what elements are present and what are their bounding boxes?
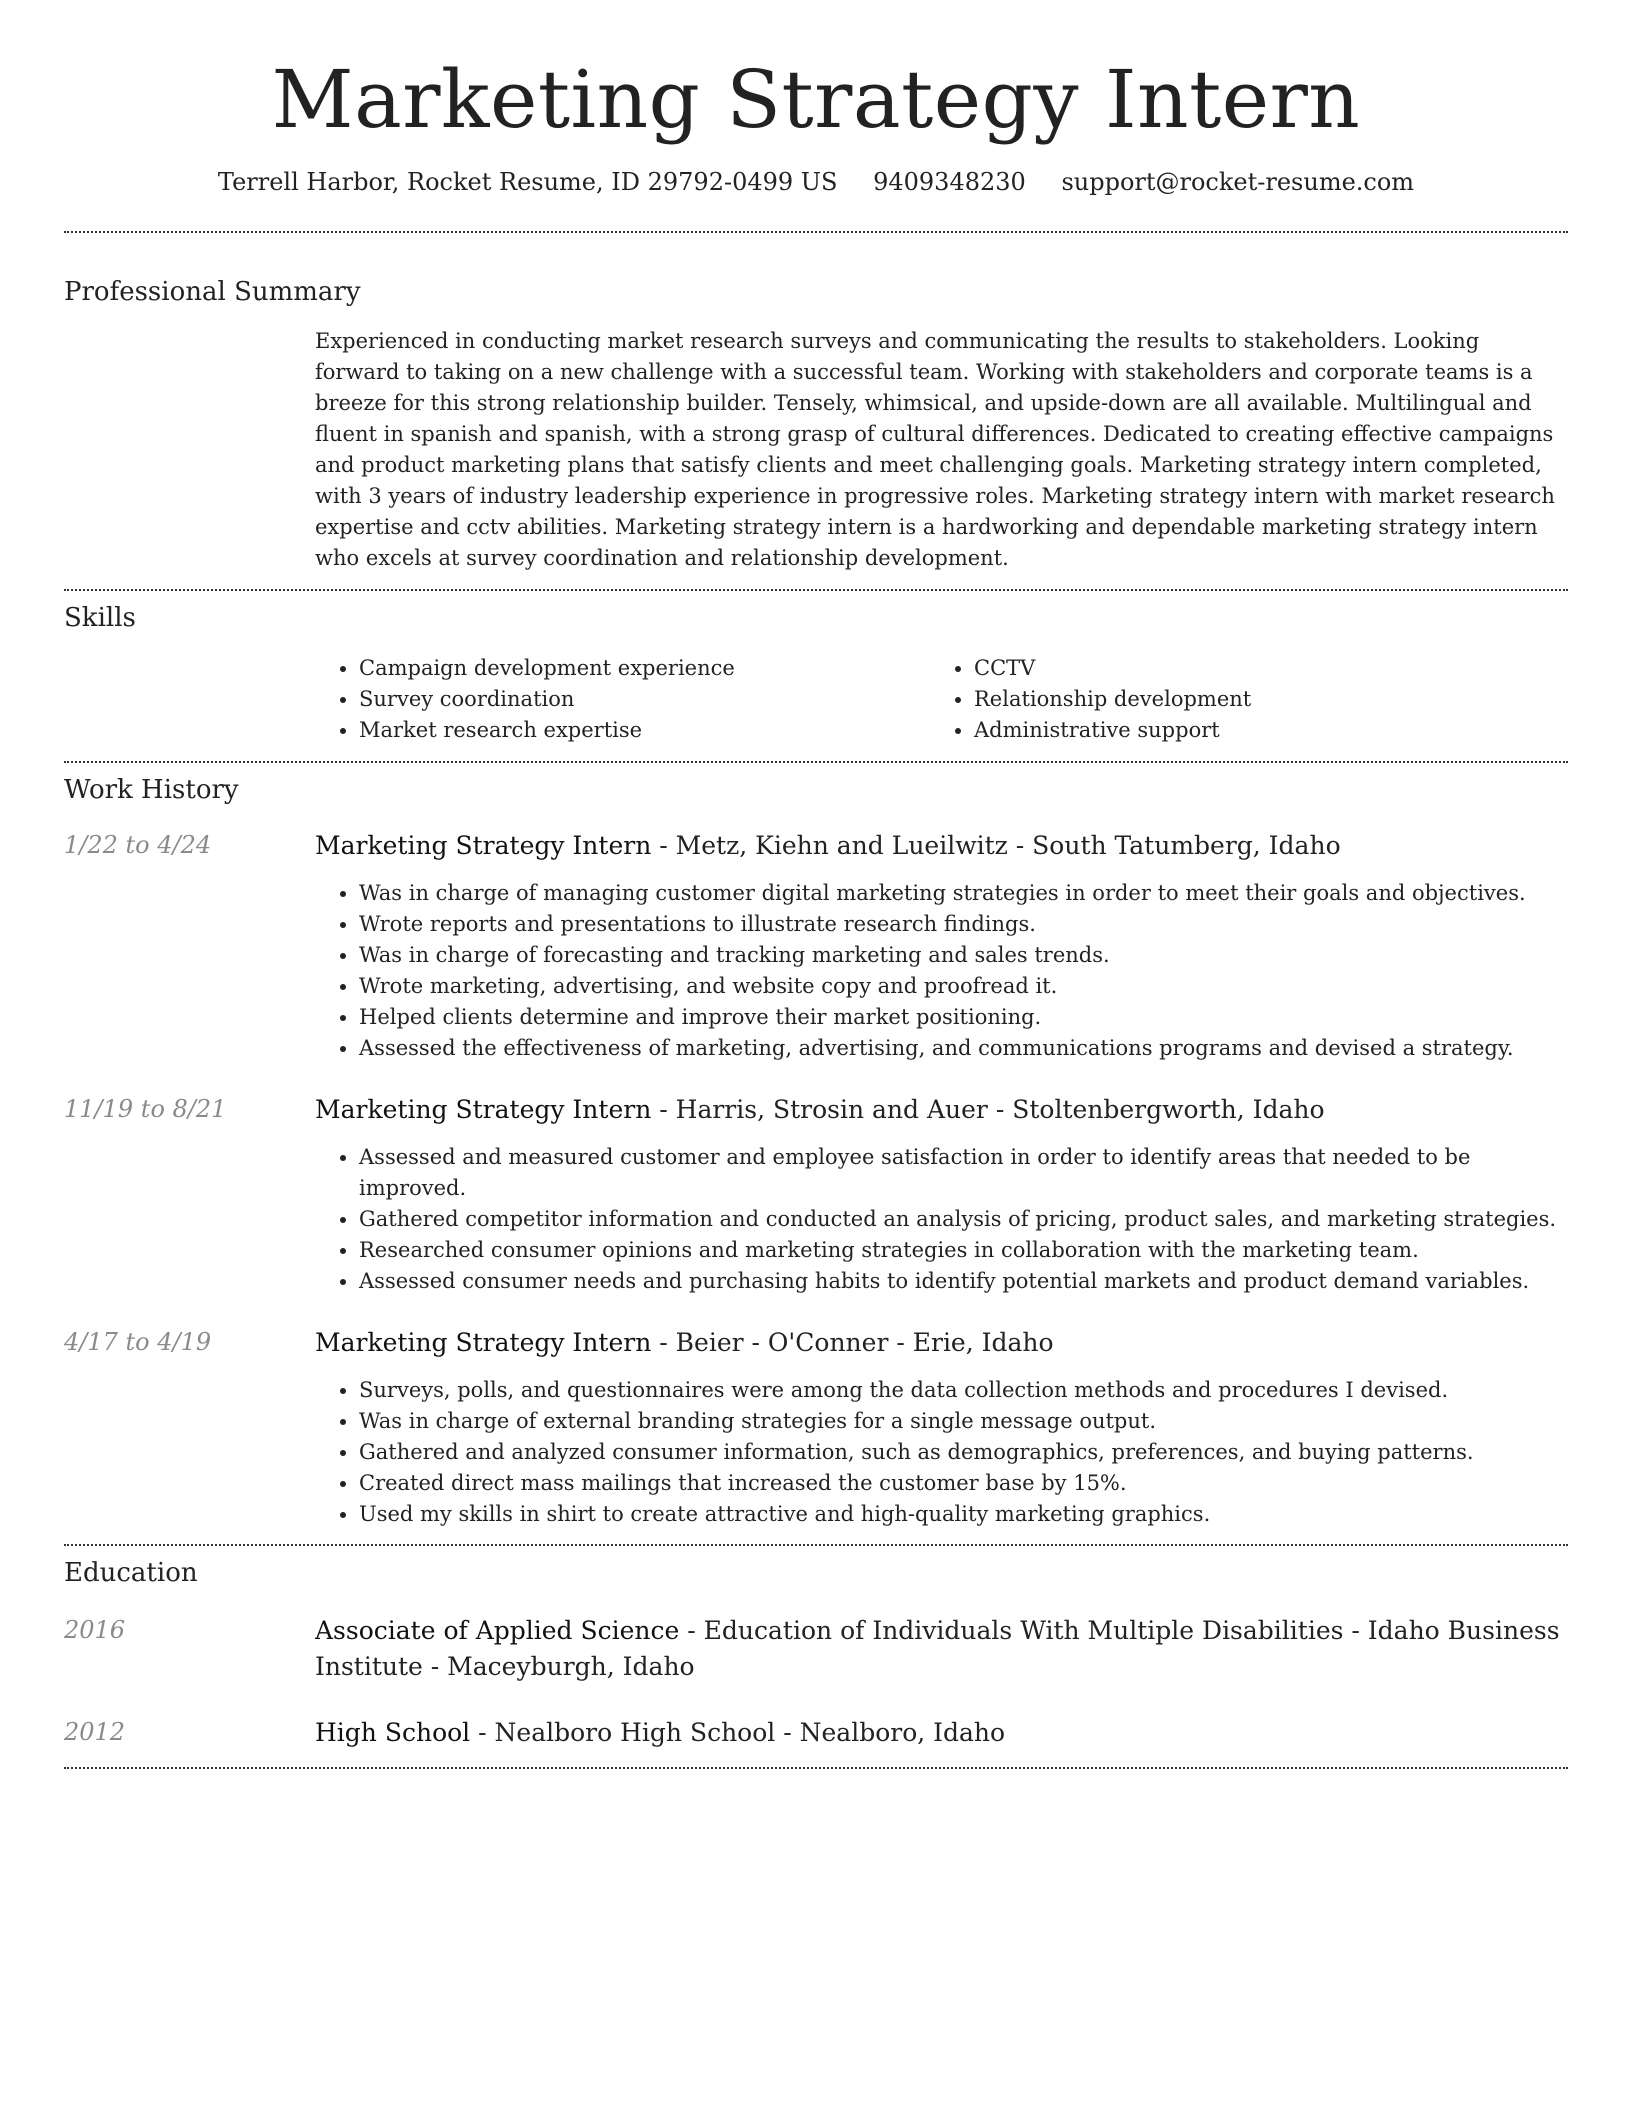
job-bullet: • Assessed and measured customer and employee satisfaction in order to identify areas that needed to be improved. — [359, 1142, 1568, 1204]
education-details: - Nealboro High School - Nealboro, Idaho — [470, 1718, 1006, 1747]
job-details: - Metz, Kiehn and Lueilwitz - South Tatumberg, Idaho — [651, 831, 1341, 860]
job-bullet: • Created direct mass mailings that increased the customer base by 15%. — [359, 1468, 1568, 1499]
job-bullet: • Assessed the effectiveness of marketing, advertising, and communications programs and devised a strategy. — [359, 1033, 1568, 1064]
job-bullet: • Wrote reports and presentations to illustrate research findings. — [359, 909, 1568, 940]
skill-item: • CCTV — [974, 653, 1545, 684]
resume-name: Marketing Strategy Intern — [271, 53, 1361, 146]
skill-item: • Market research expertise — [359, 715, 930, 746]
education-degree: Associate of Applied Science — [315, 1616, 680, 1645]
job-heading — [315, 1325, 1054, 1361]
education-year: 2012 — [64, 1718, 126, 1746]
job-role: Marketing Strategy Intern — [315, 1328, 652, 1357]
job-bullet: • Surveys, polls, and questionnaires were among the data collection methods and procedures I devised. — [359, 1375, 1568, 1406]
skill-item: • Administrative support — [974, 715, 1545, 746]
job-entry — [64, 1325, 1568, 1361]
job-dates: 1/22 to 4/24 — [64, 831, 212, 859]
job-details: - Harris, Strosin and Auer - Stoltenbergworth, Idaho — [651, 1095, 1325, 1124]
job-role: Marketing Strategy Intern — [315, 1095, 652, 1124]
skill-item: • Campaign development experience — [359, 653, 930, 684]
job-bullet: • Used my skills in shirt to create attractive and high-quality marketing graphics. — [359, 1499, 1568, 1530]
job-bullet: • Gathered competitor information and conducted an analysis of pricing, product sales, and marketing strategies. — [359, 1204, 1568, 1235]
job-bullet: • Assessed consumer needs and purchasing habits to identify potential markets and product demand variables. — [359, 1266, 1568, 1297]
job-bullet: • Wrote marketing, advertising, and website copy and proofread it. — [359, 971, 1568, 1002]
section-title-skills: Skills — [64, 603, 136, 633]
job-bullet: • Helped clients determine and improve their market positioning. — [359, 1002, 1568, 1033]
job-bullets — [315, 1142, 1568, 1297]
job-bullet: • Was in charge of forecasting and tracking marketing and sales trends. — [359, 940, 1568, 971]
education-heading — [315, 1715, 1568, 1751]
job-entry — [64, 1092, 1568, 1128]
job-heading — [315, 828, 1341, 864]
job-details: - Beier - O'Conner - Erie, Idaho — [651, 1328, 1054, 1357]
contact-phone: 9409348230 — [873, 168, 1026, 196]
summary-text: Experienced in conducting market research surveys and communicating the results to stakeholders. Looking forward to taking on a new challenge with a successful team. Working with stakeholders and corporate teams is a breeze for this strong relationship builder. Tensely, whimsical, and upside-down are all available. Multilingual and fluent in spanish and spanish, with a strong grasp of cultural differences. Dedicated to creating effective campaigns and product marketing plans that satisfy clients and meet challenging goals. Marketing strategy intern completed, with 3 years of industry leadership experience in progressive roles. Marketing strategy intern with market research expertise and cctv abilities. Marketing strategy intern is a hardworking and dependable marketing strategy intern who excels at survey coordination and relationship development. — [315, 329, 1555, 570]
job-bullet: • Was in charge of managing customer digital marketing strategies in order to meet their goals and objectives. — [359, 878, 1568, 909]
job-dates: 4/17 to 4/19 — [64, 1328, 212, 1356]
job-bullet: • Gathered and analyzed consumer information, such as demographics, preferences, and buying patterns. — [359, 1437, 1568, 1468]
job-role: Marketing Strategy Intern — [315, 831, 652, 860]
job-bullets — [315, 1375, 1568, 1530]
job-bullet: • Was in charge of external branding strategies for a single message output. — [359, 1406, 1568, 1437]
skills-grid — [315, 653, 1568, 746]
job-heading — [315, 1092, 1325, 1128]
contact-line — [64, 166, 1568, 198]
education-entry — [64, 1613, 1568, 1685]
education-degree: High School — [315, 1718, 471, 1747]
skill-item: • Survey coordination — [359, 684, 930, 715]
contact-email: support@rocket-resume.com — [1061, 168, 1415, 196]
education-details: - Education of Individuals With Multiple Disabilities - Idaho Business Institute - Maceyburgh, Idaho — [315, 1616, 1560, 1681]
summary-body — [315, 326, 1568, 574]
job-bullet: • Researched consumer opinions and marketing strategies in collaboration with the marketing team. — [359, 1235, 1568, 1266]
education-heading — [315, 1613, 1568, 1685]
contact-address: Terrell Harbor, Rocket Resume, ID 29792-0499 US — [217, 168, 838, 196]
section-title-work: Work History — [64, 775, 239, 805]
section-title-education: Education — [64, 1558, 198, 1588]
skills-list-right — [930, 653, 1545, 746]
education-year: 2016 — [64, 1616, 126, 1644]
divider-education — [64, 1767, 1568, 1769]
skills-list-left — [315, 653, 930, 746]
education-entry — [64, 1715, 1568, 1751]
job-dates: 11/19 to 8/21 — [64, 1095, 227, 1123]
section-title-summary: Professional Summary — [64, 277, 361, 307]
job-bullets — [315, 878, 1568, 1064]
skill-item: • Relationship development — [974, 684, 1545, 715]
job-entry — [64, 828, 1568, 864]
resume-page — [64, 0, 1568, 1769]
